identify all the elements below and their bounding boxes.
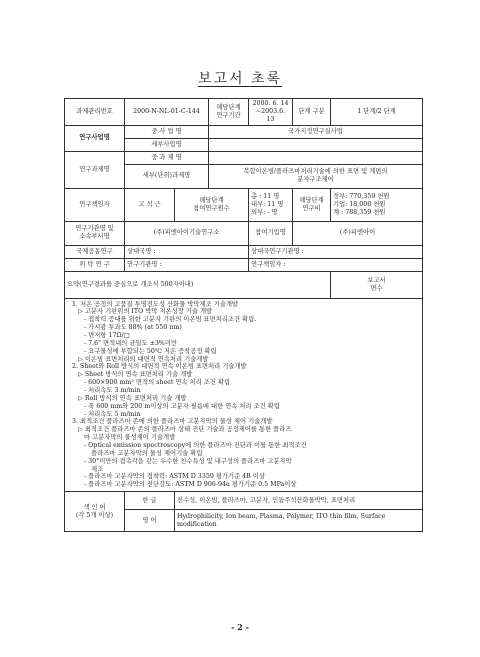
report-title: 보고서 초록 xyxy=(197,71,283,87)
period-value: 2000. 6. 14 ~2003.6. 13 xyxy=(249,99,293,126)
summary-line: ▷ Sheet 방식의 연속 표면처리 기술 개발 xyxy=(78,371,193,379)
detail-biz-value xyxy=(209,138,423,151)
summary-line: - 요구물성에 부합되는 50℃ 저온 증착공정 확립 xyxy=(84,347,217,355)
label-big-task: 중 과 제 명 xyxy=(125,151,209,164)
summary-line: - Optical emission spectroscopy에 의한 플라즈마 진단과 이를 통한 최적조건 xyxy=(84,442,307,450)
label-detail-biz: 세부사업명 xyxy=(125,138,209,151)
mid-biz-value: 국가지정연구실사업 xyxy=(209,125,423,138)
label-intl-joint: 국제공동연구 xyxy=(65,245,125,258)
summary-line: 제조 xyxy=(91,465,104,473)
summary-line: ▷ 이온빔 표면처리의 대면적 연속처리 기술개발 xyxy=(78,355,209,363)
summary-line: - 7.6" 면적내의 균일도 ±3%미만 xyxy=(84,339,178,347)
summary-body xyxy=(65,298,423,492)
company-value: (주)피엔아이 xyxy=(293,221,423,245)
partner-org-label: 상대국연구기관명 : xyxy=(249,245,423,258)
label-commission: 위 탁 연 구 xyxy=(65,258,125,271)
label-company: 참여기업명 xyxy=(249,221,293,245)
label-org: 연구기관명 및 소속부서명 xyxy=(65,221,125,245)
summary-line: 3. 최적조건 플라즈마 존에 의한 플라즈마 고분자막의 물성 제어 기술개발 xyxy=(72,418,273,426)
label-pi: 연구책임자 xyxy=(65,188,125,221)
summary-line: - 가시광 투과도 88% (at 550 nm) xyxy=(84,324,182,332)
label-unit-task: 세부(단위)과제명 xyxy=(125,164,209,188)
pi-name: 고 석 근 xyxy=(125,188,175,221)
summary-line: - 처리속도 3 m/min xyxy=(84,387,141,395)
summary-line: - 플라즈마 고분자막의 전단강도: ASTM D 906-94a 평가기준 0.5 MPa이상 xyxy=(84,481,297,489)
partner-country-label: 상대국명 : xyxy=(125,245,249,258)
summary-line: - 30°미만의 접촉각을 갖는 우수한 친수특성 및 내구성의 플라즈마 고분자막 xyxy=(84,457,292,465)
big-task-value xyxy=(209,151,423,164)
summary-line: ▷ 고분자 기판위의 ITO 박막 저온성장 기술 개발 xyxy=(78,308,213,316)
label-mid-biz: 중 사 업 명 xyxy=(125,125,209,138)
abstract-form-table xyxy=(64,98,423,532)
summary-line: - 600×900 mm² 면적의 sheet 연속 처리 조건 확립 xyxy=(84,379,231,387)
summary-line: 2. Sheet와 Roll 방식의 대면적 연속 이온빔 표면처리 기술개발 xyxy=(72,363,247,371)
label-research-biz: 연구사업명 xyxy=(65,125,125,151)
summary-line: - 플라즈마 고분자막의 접착력: ASTM D 3359 평가기준 4B 이상 xyxy=(84,473,265,481)
label-cost: 해당단계 연구비 xyxy=(293,188,331,221)
summary-line: - 폭 600 mm와 200 m이상의 고분자 필름에 대한 연속 처리 조건 확립 xyxy=(84,402,280,410)
summary-header: 요약(연구결과를 중심으로 개조식 500자이내) xyxy=(65,271,331,298)
label-keywords: 색 인 어 (각 5개 이상) xyxy=(65,492,125,532)
org-value: (주)피엔아이기술연구소 xyxy=(125,221,249,245)
report-pages-label: 보고서 면수 xyxy=(331,271,423,298)
keywords-en-value: Hydrophilicity, Ion beam, Plasma, Polymer, ITO thin film, Surface modification xyxy=(175,510,423,532)
keywords-ko-value: 친수성, 이온빔, 플라즈마, 고분자, 인듐주석산화물박막, 표면처리 xyxy=(175,492,423,510)
unit-task-value: 복합이온빔/플라즈마처리기술에 의한 표면 및 계면의 분자구조제어 xyxy=(209,164,423,188)
label-task-name: 연구과제명 xyxy=(65,151,125,188)
label-mgmt-no: 과제관리번호 xyxy=(65,99,125,126)
summary-line: ▷ Roll 방식의 연속 표면처리 기술 개발 xyxy=(78,394,187,402)
stage-value: 1 단계/2 단계 xyxy=(331,99,423,126)
staff-count-value: 총 : 11 명 내부: 11 명 외부: - 명 xyxy=(249,188,293,221)
commission-org-label: 연구기관명 : xyxy=(125,258,249,271)
summary-line: - 면저항 17Ω/□ xyxy=(84,332,130,340)
label-stage: 단계 구분 xyxy=(293,99,331,126)
summary-line: 마 고분자막의 물성제어 기술개발 xyxy=(84,434,176,442)
commission-pi-label: 연구책임자 : xyxy=(249,258,423,271)
summary-line: 플라즈마 고분자막의 물성 제어기술 확립 xyxy=(91,449,203,457)
label-keywords-en: 영 어 xyxy=(125,510,175,532)
summary-line: - 처리속도 5 m/min xyxy=(84,410,141,418)
cost-value: 정부: 770,359 천원 기업: 18,000 천원 계 : 788,359 천원 xyxy=(331,188,423,221)
label-staff-count: 해당단계 참여연구원수 xyxy=(175,188,249,221)
mgmt-no-value: 2000-N-NL-01-C-144 xyxy=(125,99,209,126)
summary-line: - 접착력 증대를 위한 고분자 기판의 이온빔 표면처리조건 확립. xyxy=(84,316,257,324)
page-number: - 2 - xyxy=(231,622,249,632)
summary-line: 1. 저온 공정의 고품질 투명전도성 산화물 박막제조 기술개발 xyxy=(72,300,239,308)
label-period: 해당단계 연구기간 xyxy=(209,99,249,126)
label-keywords-ko: 한 글 xyxy=(125,492,175,510)
summary-line: ▷ 최적조건 플라즈마 존의 플라즈마 상태 진단 기술과 공정제어를 통한 플라즈 xyxy=(78,426,292,434)
